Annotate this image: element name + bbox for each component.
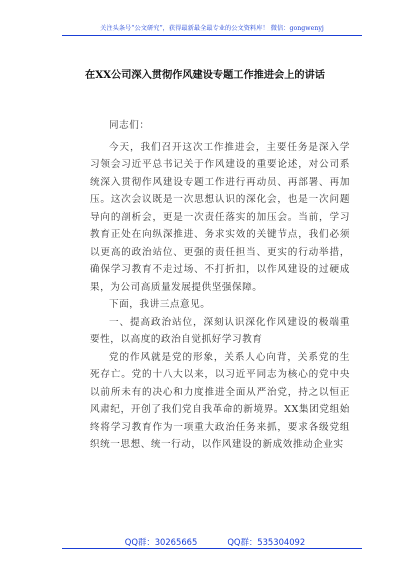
paragraph-intro: 今天，我们召开这次工作推进会，主要任务是深入学习领会习近平总书记关于作风建设的重要论述，对公司系统深入贯彻作风建设专题工作进行再动员、再部署、再加压。这次会议既是一次思想认识的深化会，也是一次问题导向的剖析会，更是一次责任落实的加压会。当前，学习教育正处在向纵深推进、务求实效的关键节点，我们必须以更高的政治站位、更强的责任担当、更实的行动举措，确保学习教育不走过场、不打折扣，以作风建设的过硬成果，为公司高质量发展提供坚强保障。 [90, 141, 350, 293]
header-banner: 关注头条号“公文研究”，获得最新最全最专业的公文资料库！ 微信：gongwenyj [100, 25, 324, 32]
footer-divider [62, 548, 362, 549]
footer-qq-group-2: QQ群：535304092 [227, 537, 306, 547]
document-body [90, 117, 350, 454]
header-divider [62, 35, 362, 36]
footer-qq-group-1: QQ群：30265665 [124, 537, 198, 547]
paragraph-transition: 下面，我讲三点意见。 [109, 299, 211, 310]
paragraph-section-1: 党的作风就是党的形象，关系人心向背，关系党的生死存亡。党的十八大以来，以习近平同志为核心的党中央以前所未有的决心和力度推进全面从严治党，持之以恒正风肃纪，开创了我们党自我革命的新境界。XX集团党组始终将学习教育作为一项重大政治任务来抓，要求各级党组织统一思想、统一行动，以作风建设的新成效推动企业实 [90, 351, 350, 450]
footer-contacts [100, 536, 330, 548]
section-heading-1: 一、提高政治站位，深刻认识深化作风建设的极端重要性，以高度的政治自觉抓好学习教育 [90, 316, 350, 345]
salutation: 同志们： [109, 120, 150, 131]
document-title: 在XX公司深入贯彻作风建设专题工作推进会上的讲话 [85, 69, 325, 81]
